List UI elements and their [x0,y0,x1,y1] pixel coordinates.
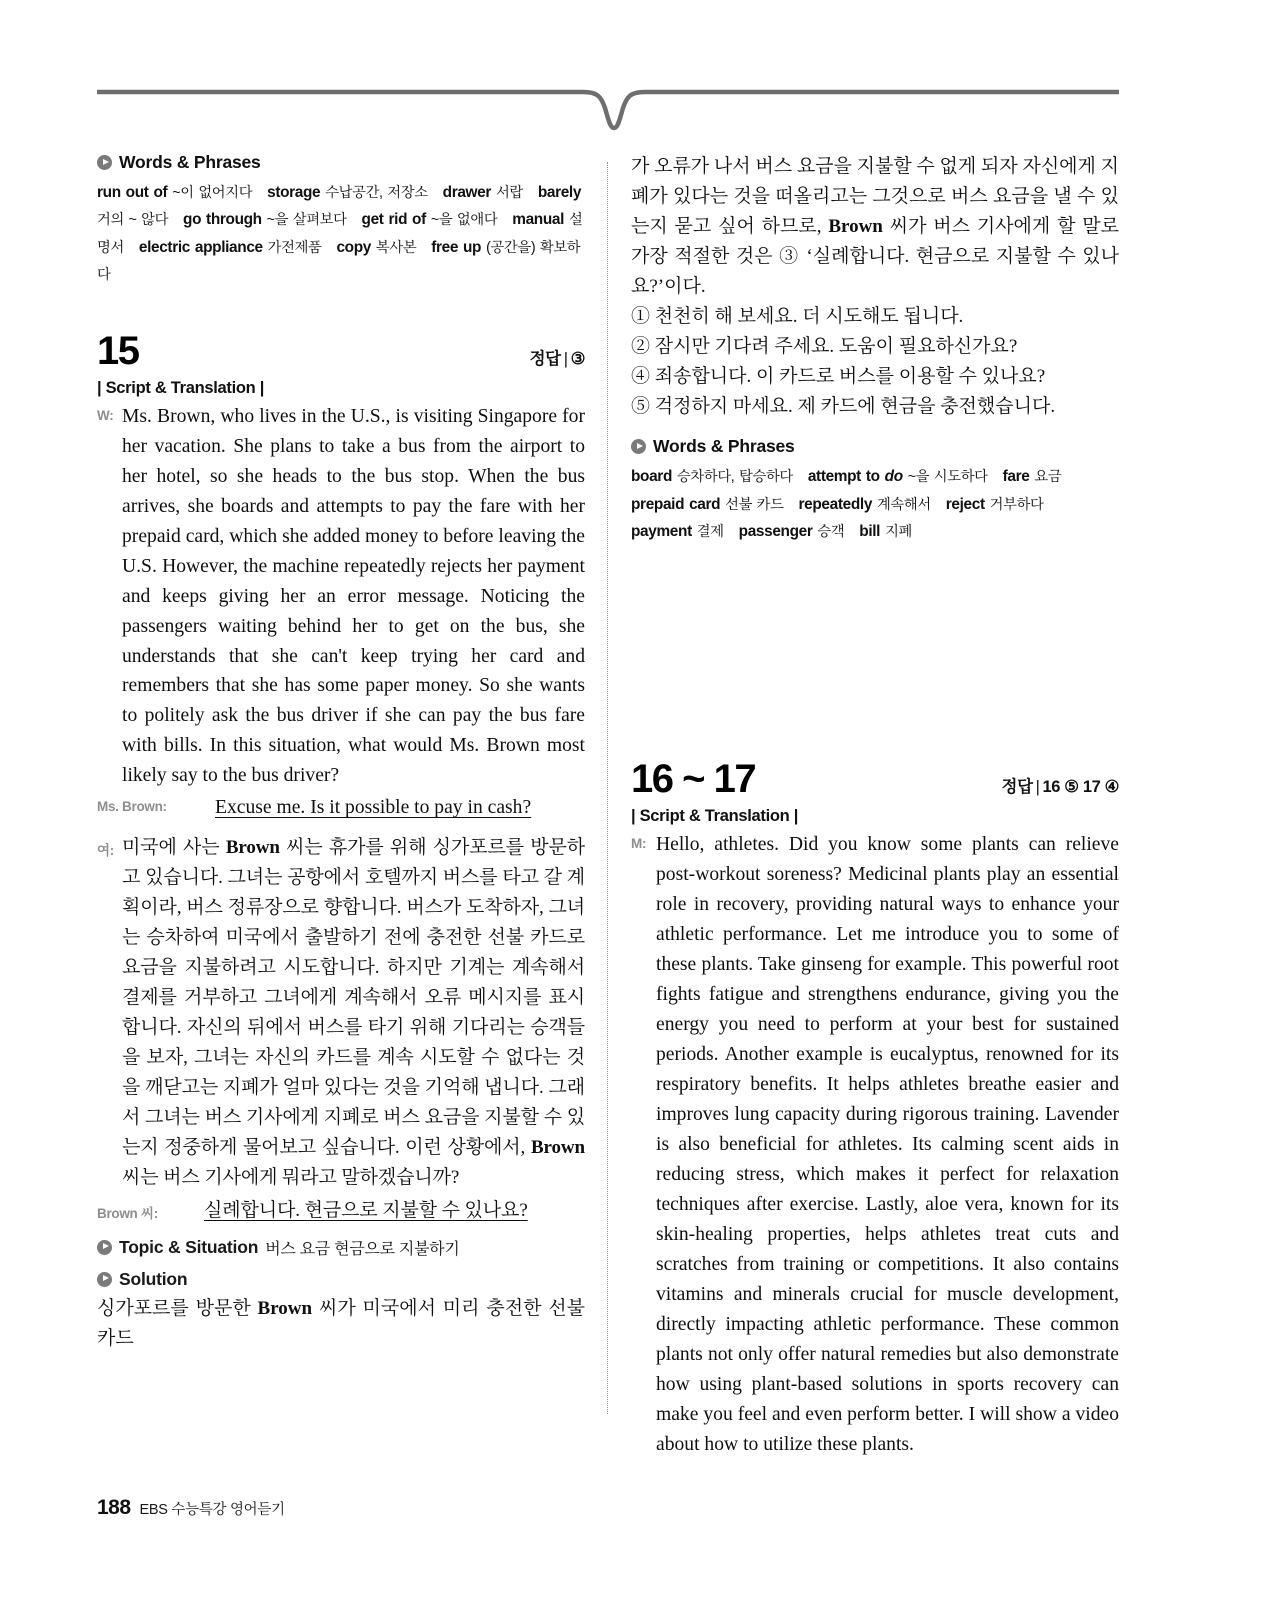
wp-term: prepaid card [631,495,721,513]
wp-gloss: 가전제품 [267,239,322,256]
wp-term: electric appliance [138,238,263,256]
korean-script-line [97,833,585,1193]
wp-gloss: 승차하다, 탑승하다 [676,469,793,486]
question-number: 16 ~ 17 [631,757,756,802]
wp-term: repeatedly [798,495,873,513]
answer-17-number: 17 [1082,778,1101,797]
wp-gloss: 승객 [817,524,845,541]
english-answer-line [97,793,585,823]
wp-term: go through [183,211,262,229]
wp-gloss: 설명서 [97,212,583,256]
topic-label: Topic & Situation [119,1236,259,1257]
choice-item: ② 잠시만 기다려 주세요. 도움이 필요하신가요? [631,336,1018,358]
wp-term: reject [945,495,985,513]
choice-item: ① 천천히 해 보세요. 더 시도해도 됩니다. [631,306,964,328]
wp-term-italic: do [884,468,903,486]
wp-gloss: 지폐 [885,524,912,541]
wp-term: fare [1002,468,1030,486]
answer-17-value: ④ [1104,778,1119,797]
solution-continuation-text: 가 오류가 나서 버스 요금을 지불할 수 없게 되자 자신에게 지폐가 있다는 것을 떠올리고는 그것으로 버스 요금을 낼 수 있는지 묻고 싶어 하므로, Brown 씨가 버스 기사에게 할 말로 가장 적절한 것은 ③ ‘실례합니다. 현금으로 지불할 수 있나요?’이다. [631,156,1119,298]
wp-gloss: 거부하다 [989,496,1044,513]
answer-label: 정답 [1001,778,1033,797]
wp-term: get rid of [361,211,426,229]
page-body [97,152,1119,1455]
english-script-text: Ms. Brown, who lives in the U.S., is visiting Singapore for her vacation. She plans to take a bus from the airport to her hotel, so she heads to the bus stop. When the bus arrives, she boards and attempts to pay the fare with her prepaid card, which she added money to before leaving the U.S. However, the machine repeatedly rejects her payment and keeps giving her an error message. Noticing the passengers waiting behind her to get on the bus, she understands that she can't keep trying her card and remembers that she has some paper money. So she wants to politely ask the bus driver if she can pay the bus fare with bills. In this situation, what would Ms. Brown most likely say to the bus driver? [122,405,585,787]
choice-item: ⑤ 걱정하지 마세요. 제 카드에 현금을 충전했습니다. [631,396,1056,418]
wp-term: storage [267,184,321,201]
words-phrases-title: Words & Phrases [653,436,795,457]
speaker-tag-ko: 여: [97,843,114,859]
play-bullet-icon [631,439,646,454]
book-title: EBS 수능특강 영어듣기 [139,1502,285,1518]
words-phrases-title: Words & Phrases [119,152,261,172]
wp-gloss: ~을 살펴보다 [266,212,347,229]
speaker-tag-brown: Ms. Brown: [97,799,167,815]
right-column [631,152,1119,1462]
english-script-line [97,402,585,792]
korean-script-text: 미국에 사는 Brown 씨는 휴가를 위해 싱가포르를 방문하고 있습니다. 그녀는 공항에서 호텔까지 버스를 타고 갈 계획이라, 버스 정류장으로 향합니다. 버스가 도착하자, 그녀는 승차하여 미국에서 출발하기 전에 충전한 선불 카드로 요금을 지불하려고 시도합니다. 하지만 기계는 계속해서 결제를 거부하고 그녀에게 계속해서 오류 메시지를 표시합니다. 자신의 뒤에서 버스를 타기 위해 기다리는 승객들을 보자, 그녀는 자신의 카드를 계속 시도할 수 없다는 것을 깨닫고는 지폐가 얼마 있다는 것을 기억해 냅니다. 그래서 그녀는 버스 기사에게 지폐로 버스 요금을 지불할 수 있는지 정중하게 물어보고 싶습니다. 이런 상황에서, Brown 씨는 버스 기사에게 뭐라고 말하겠습니까? [122,837,586,1189]
wp-term: drawer [442,184,492,201]
script-translation-label: | Script & Translation | [631,807,799,826]
wp-gloss: 요금 [1034,469,1062,486]
play-bullet-icon [97,1240,112,1255]
answer-16-number: 16 [1042,778,1061,797]
answer-key: 정답 | 16 ⑤ 17 ④ [1001,778,1119,797]
wp-gloss: 복사본 [375,239,417,256]
english-answer-text: Excuse me. Is it possible to pay in cash? [215,797,532,819]
answer-label: 정답 [529,349,561,368]
wp-gloss: 선불 카드 [725,496,784,513]
wp-term: manual [512,211,565,229]
wp-term: run out of [97,184,168,201]
answer-16-value: ⑤ [1064,778,1079,797]
english-script-line [631,830,1119,1459]
answer-key: 정답 | ③ [529,349,585,368]
korean-answer-text: 실례합니다. 현금으로 지불할 수 있나요? [204,1199,528,1221]
page-header-rule [97,88,1119,143]
wp-gloss: 계속해서 [876,496,931,513]
page-number: 188 [97,1496,131,1519]
words-phrases-list-right [631,463,1119,545]
wp-gloss: ~을 없애다 [430,212,498,229]
words-phrases-list-left [97,179,585,289]
play-bullet-icon [97,1272,112,1287]
speaker-tag: W: [97,407,114,423]
wp-term: payment [631,523,692,541]
wp-gloss: 거의 ~ 않다 [97,212,169,229]
answer-value: ③ [570,349,585,368]
question-number: 15 [97,328,139,373]
column-divider [607,162,608,1414]
wp-gloss: 수납공간, 저장소 [325,185,428,201]
left-column [97,152,585,1354]
wp-term: free up [431,238,482,256]
wp-gloss: ~을 시도하다 [907,469,988,486]
solution-text: 싱가포르를 방문한 Brown 씨가 미국에서 미리 충전한 선불 카드 [97,1297,585,1349]
wp-term: board [631,468,673,486]
wp-term: attempt to [807,468,880,486]
solution-heading [97,1269,585,1290]
solution-label: Solution [119,1268,188,1289]
script-translation-label: | Script & Translation | [97,378,265,397]
question-15-header [97,328,585,377]
wp-term: barely [537,184,582,201]
topic-situation-heading [97,1236,585,1259]
speaker-tag-brown-ko: Brown 씨: [97,1205,158,1221]
korean-answer-line [97,1196,585,1226]
choice-item: ④ 죄송합니다. 이 카드로 버스를 이용할 수 있나요? [631,366,1046,388]
wp-gloss: 서랍 [495,185,523,201]
english-script-text: Hello, athletes. Did you know some plants can relieve post-workout soreness? Medicinal plants play an essential role in recovery, providing natural ways to enhance your athletic performance. Let me introduce you to some of these plants. Take ginseng for example. This powerful root fights fatigue and strengthens endurance, giving you the energy you need to perform at your best for sustained periods. Another example is eucalyptus, renowned for its respiratory benefits. It helps athletes breathe easier and improves lung capacity during rigorous training. Lavender is also beneficial for athletes. Its calming scent aids in reducing stress, which makes it perfect for relaxation techniques after exercise. Lastly, aloe vera, known for its skin-healing properties, helps athletes treat cuts and scratches from training or competitions. It also contains vitamins and minerals crucial for muscle development, directly impacting athletic performance. These common plants not only offer natural remedies but also demonstrate how using plant-based solutions in sports recovery can make you feel and even perform better. I will show a video about how to utilize these plants. [656,834,1119,1455]
wp-gloss: ~이 없어지다 [172,185,253,201]
topic-value: 버스 요금 현금으로 지불하기 [265,1240,460,1258]
page-footer [97,1496,285,1520]
question-16-17-header [631,759,1119,805]
wp-term: passenger [738,523,813,541]
wp-gloss: 결제 [696,524,724,541]
play-bullet-icon [97,155,112,170]
wp-gloss: (공간을) 확보하다 [97,239,581,284]
speaker-tag: M: [631,836,647,852]
wp-term: copy [336,238,371,256]
words-phrases-heading-left [97,152,585,173]
answer-choices-list [631,302,1119,422]
words-phrases-heading-right [631,436,1119,457]
wp-term: bill [859,523,881,541]
